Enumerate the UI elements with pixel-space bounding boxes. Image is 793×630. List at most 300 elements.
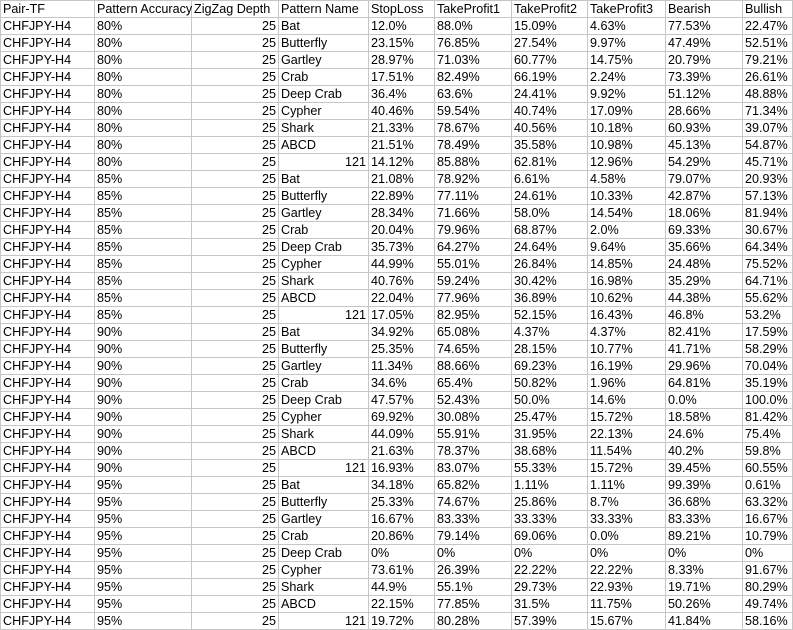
cell-zigzag-depth[interactable]: 25 [192,273,279,290]
cell-pattern-name[interactable]: Gartley [279,511,369,528]
cell-takeprofit1[interactable]: 77.11% [435,188,512,205]
cell-bullish[interactable]: 26.61% [743,69,793,86]
cell-bullish[interactable]: 16.67% [743,511,793,528]
cell-bearish[interactable]: 79.07% [666,171,743,188]
cell-zigzag-depth[interactable]: 25 [192,528,279,545]
cell-pattern-name[interactable]: 121 [279,460,369,477]
cell-pattern-name[interactable]: ABCD [279,443,369,460]
cell-takeprofit2[interactable]: 60.77% [512,52,588,69]
cell-stoploss[interactable]: 17.05% [369,307,435,324]
cell-takeprofit2[interactable]: 55.33% [512,460,588,477]
cell-bullish[interactable]: 80.29% [743,579,793,596]
cell-takeprofit1[interactable]: 65.08% [435,324,512,341]
cell-takeprofit1[interactable]: 78.67% [435,120,512,137]
cell-takeprofit3[interactable]: 2.0% [588,222,666,239]
cell-stoploss[interactable]: 34.18% [369,477,435,494]
cell-takeprofit1[interactable]: 79.96% [435,222,512,239]
cell-pair-tf[interactable]: CHFJPY-H4 [1,120,95,137]
cell-stoploss[interactable]: 14.12% [369,154,435,171]
cell-pattern-name[interactable]: Bat [279,18,369,35]
cell-takeprofit2[interactable]: 38.68% [512,443,588,460]
cell-takeprofit1[interactable]: 78.92% [435,171,512,188]
cell-takeprofit2[interactable]: 40.56% [512,120,588,137]
cell-takeprofit3[interactable]: 4.58% [588,171,666,188]
cell-pattern-name[interactable]: Shark [279,120,369,137]
cell-bullish[interactable]: 52.51% [743,35,793,52]
cell-takeprofit2[interactable]: 33.33% [512,511,588,528]
cell-takeprofit2[interactable]: 40.74% [512,103,588,120]
cell-pair-tf[interactable]: CHFJPY-H4 [1,545,95,562]
cell-zigzag-depth[interactable]: 25 [192,324,279,341]
cell-takeprofit2[interactable]: 31.95% [512,426,588,443]
cell-bearish[interactable]: 29.96% [666,358,743,375]
cell-takeprofit3[interactable]: 0.0% [588,528,666,545]
cell-takeprofit1[interactable]: 83.07% [435,460,512,477]
cell-pattern-accuracy[interactable]: 90% [95,392,192,409]
cell-pattern-name[interactable]: Shark [279,273,369,290]
cell-takeprofit2[interactable]: 57.39% [512,613,588,630]
cell-pair-tf[interactable]: CHFJPY-H4 [1,596,95,613]
cell-stoploss[interactable]: 21.51% [369,137,435,154]
cell-stoploss[interactable]: 19.72% [369,613,435,630]
cell-takeprofit1[interactable]: 77.96% [435,290,512,307]
cell-pair-tf[interactable]: CHFJPY-H4 [1,154,95,171]
cell-pattern-accuracy[interactable]: 90% [95,341,192,358]
cell-pattern-name[interactable]: Butterfly [279,188,369,205]
cell-stoploss[interactable]: 44.9% [369,579,435,596]
cell-pattern-name[interactable]: Cypher [279,562,369,579]
cell-zigzag-depth[interactable]: 25 [192,137,279,154]
cell-pair-tf[interactable]: CHFJPY-H4 [1,443,95,460]
cell-bearish[interactable]: 83.33% [666,511,743,528]
cell-takeprofit3[interactable]: 22.93% [588,579,666,596]
cell-bullish[interactable]: 0% [743,545,793,562]
cell-takeprofit3[interactable]: 16.43% [588,307,666,324]
cell-stoploss[interactable]: 16.93% [369,460,435,477]
cell-takeprofit1[interactable]: 78.49% [435,137,512,154]
cell-pair-tf[interactable]: CHFJPY-H4 [1,494,95,511]
cell-bearish[interactable]: 69.33% [666,222,743,239]
cell-stoploss[interactable]: 22.15% [369,596,435,613]
cell-takeprofit3[interactable]: 14.54% [588,205,666,222]
cell-bearish[interactable]: 0.0% [666,392,743,409]
cell-zigzag-depth[interactable]: 25 [192,443,279,460]
cell-pair-tf[interactable]: CHFJPY-H4 [1,239,95,256]
cell-bearish[interactable]: 60.93% [666,120,743,137]
cell-takeprofit2[interactable]: 36.89% [512,290,588,307]
cell-pattern-name[interactable]: Deep Crab [279,239,369,256]
cell-pattern-name[interactable]: Cypher [279,103,369,120]
cell-bearish[interactable]: 64.81% [666,375,743,392]
cell-stoploss[interactable]: 36.4% [369,86,435,103]
cell-takeprofit1[interactable]: 59.24% [435,273,512,290]
cell-takeprofit3[interactable]: 4.37% [588,324,666,341]
cell-bullish[interactable]: 91.67% [743,562,793,579]
cell-takeprofit1[interactable]: 85.88% [435,154,512,171]
cell-zigzag-depth[interactable]: 25 [192,290,279,307]
cell-takeprofit1[interactable]: 71.03% [435,52,512,69]
cell-takeprofit2[interactable]: 0% [512,545,588,562]
cell-bullish[interactable]: 30.67% [743,222,793,239]
cell-bullish[interactable]: 0.61% [743,477,793,494]
cell-pair-tf[interactable]: CHFJPY-H4 [1,392,95,409]
cell-bullish[interactable]: 35.19% [743,375,793,392]
cell-takeprofit3[interactable]: 33.33% [588,511,666,528]
cell-pattern-accuracy[interactable]: 80% [95,120,192,137]
cell-pattern-accuracy[interactable]: 80% [95,35,192,52]
cell-takeprofit3[interactable]: 17.09% [588,103,666,120]
cell-bearish[interactable]: 39.45% [666,460,743,477]
cell-bullish[interactable]: 39.07% [743,120,793,137]
header-cell-stoploss[interactable]: StopLoss [369,1,435,18]
cell-pair-tf[interactable]: CHFJPY-H4 [1,579,95,596]
cell-bearish[interactable]: 73.39% [666,69,743,86]
header-cell-takeprofit3[interactable]: TakeProfit3 [588,1,666,18]
cell-takeprofit2[interactable]: 69.23% [512,358,588,375]
cell-bullish[interactable]: 64.71% [743,273,793,290]
cell-pattern-name[interactable]: Butterfly [279,341,369,358]
cell-pair-tf[interactable]: CHFJPY-H4 [1,426,95,443]
cell-pattern-accuracy[interactable]: 85% [95,222,192,239]
cell-stoploss[interactable]: 21.63% [369,443,435,460]
cell-zigzag-depth[interactable]: 25 [192,18,279,35]
cell-pattern-name[interactable]: Bat [279,324,369,341]
cell-zigzag-depth[interactable]: 25 [192,307,279,324]
cell-takeprofit2[interactable]: 1.11% [512,477,588,494]
cell-pattern-name[interactable]: Gartley [279,205,369,222]
cell-stoploss[interactable]: 40.76% [369,273,435,290]
cell-takeprofit1[interactable]: 78.37% [435,443,512,460]
cell-pair-tf[interactable]: CHFJPY-H4 [1,324,95,341]
cell-zigzag-depth[interactable]: 25 [192,375,279,392]
cell-takeprofit3[interactable]: 15.72% [588,460,666,477]
cell-zigzag-depth[interactable]: 25 [192,239,279,256]
cell-pattern-accuracy[interactable]: 95% [95,511,192,528]
cell-pattern-name[interactable]: 121 [279,154,369,171]
cell-pattern-accuracy[interactable]: 95% [95,494,192,511]
cell-pattern-name[interactable]: ABCD [279,137,369,154]
header-cell-pattern-name[interactable]: Pattern Name [279,1,369,18]
cell-pair-tf[interactable]: CHFJPY-H4 [1,69,95,86]
cell-pattern-accuracy[interactable]: 90% [95,460,192,477]
cell-zigzag-depth[interactable]: 25 [192,341,279,358]
cell-pattern-accuracy[interactable]: 90% [95,324,192,341]
header-cell-takeprofit1[interactable]: TakeProfit1 [435,1,512,18]
cell-bullish[interactable]: 81.94% [743,205,793,222]
cell-takeprofit1[interactable]: 88.66% [435,358,512,375]
cell-zigzag-depth[interactable]: 25 [192,69,279,86]
cell-bearish[interactable]: 35.66% [666,239,743,256]
cell-pair-tf[interactable]: CHFJPY-H4 [1,375,95,392]
cell-zigzag-depth[interactable]: 25 [192,511,279,528]
cell-takeprofit3[interactable]: 10.33% [588,188,666,205]
cell-zigzag-depth[interactable]: 25 [192,86,279,103]
cell-pattern-name[interactable]: ABCD [279,290,369,307]
cell-pattern-name[interactable]: Bat [279,477,369,494]
cell-pattern-accuracy[interactable]: 85% [95,205,192,222]
cell-zigzag-depth[interactable]: 25 [192,222,279,239]
cell-pair-tf[interactable]: CHFJPY-H4 [1,52,95,69]
cell-pattern-name[interactable]: Deep Crab [279,86,369,103]
cell-takeprofit2[interactable]: 22.22% [512,562,588,579]
cell-pattern-accuracy[interactable]: 80% [95,69,192,86]
cell-zigzag-depth[interactable]: 25 [192,35,279,52]
cell-pattern-name[interactable]: Deep Crab [279,392,369,409]
cell-pair-tf[interactable]: CHFJPY-H4 [1,528,95,545]
cell-pattern-accuracy[interactable]: 90% [95,426,192,443]
cell-stoploss[interactable]: 73.61% [369,562,435,579]
cell-pattern-accuracy[interactable]: 80% [95,52,192,69]
cell-stoploss[interactable]: 28.34% [369,205,435,222]
cell-takeprofit1[interactable]: 77.85% [435,596,512,613]
cell-takeprofit2[interactable]: 68.87% [512,222,588,239]
header-cell-zigzag-depth[interactable]: ZigZag Depth [192,1,279,18]
cell-takeprofit2[interactable]: 15.09% [512,18,588,35]
cell-takeprofit1[interactable]: 64.27% [435,239,512,256]
cell-bearish[interactable]: 8.33% [666,562,743,579]
cell-pattern-name[interactable]: 121 [279,307,369,324]
cell-takeprofit1[interactable]: 82.49% [435,69,512,86]
cell-takeprofit1[interactable]: 76.85% [435,35,512,52]
cell-bullish[interactable]: 22.47% [743,18,793,35]
cell-pair-tf[interactable]: CHFJPY-H4 [1,273,95,290]
cell-pattern-accuracy[interactable]: 90% [95,375,192,392]
cell-takeprofit3[interactable]: 1.11% [588,477,666,494]
cell-zigzag-depth[interactable]: 25 [192,52,279,69]
cell-zigzag-depth[interactable]: 25 [192,477,279,494]
cell-stoploss[interactable]: 16.67% [369,511,435,528]
cell-pattern-accuracy[interactable]: 95% [95,596,192,613]
cell-stoploss[interactable]: 17.51% [369,69,435,86]
cell-bullish[interactable]: 100.0% [743,392,793,409]
cell-zigzag-depth[interactable]: 25 [192,171,279,188]
cell-stoploss[interactable]: 21.08% [369,171,435,188]
cell-takeprofit2[interactable]: 69.06% [512,528,588,545]
cell-pattern-accuracy[interactable]: 80% [95,18,192,35]
cell-stoploss[interactable]: 22.04% [369,290,435,307]
cell-takeprofit2[interactable]: 58.0% [512,205,588,222]
cell-stoploss[interactable]: 34.92% [369,324,435,341]
cell-pattern-name[interactable]: 121 [279,613,369,630]
cell-bullish[interactable]: 60.55% [743,460,793,477]
cell-stoploss[interactable]: 23.15% [369,35,435,52]
cell-zigzag-depth[interactable]: 25 [192,596,279,613]
cell-takeprofit2[interactable]: 25.47% [512,409,588,426]
cell-takeprofit2[interactable]: 29.73% [512,579,588,596]
cell-pattern-name[interactable]: Cypher [279,409,369,426]
cell-takeprofit1[interactable]: 59.54% [435,103,512,120]
cell-takeprofit1[interactable]: 55.01% [435,256,512,273]
cell-pattern-name[interactable]: Butterfly [279,35,369,52]
cell-zigzag-depth[interactable]: 25 [192,256,279,273]
cell-takeprofit3[interactable]: 10.62% [588,290,666,307]
cell-takeprofit3[interactable]: 12.96% [588,154,666,171]
cell-takeprofit2[interactable]: 31.5% [512,596,588,613]
cell-takeprofit2[interactable]: 27.54% [512,35,588,52]
cell-pair-tf[interactable]: CHFJPY-H4 [1,290,95,307]
cell-bearish[interactable]: 77.53% [666,18,743,35]
cell-pattern-name[interactable]: Gartley [279,52,369,69]
cell-bearish[interactable]: 0% [666,545,743,562]
cell-takeprofit3[interactable]: 14.85% [588,256,666,273]
cell-pair-tf[interactable]: CHFJPY-H4 [1,341,95,358]
cell-takeprofit2[interactable]: 24.64% [512,239,588,256]
cell-takeprofit2[interactable]: 4.37% [512,324,588,341]
cell-stoploss[interactable]: 35.73% [369,239,435,256]
cell-bullish[interactable]: 10.79% [743,528,793,545]
cell-takeprofit1[interactable]: 82.95% [435,307,512,324]
cell-zigzag-depth[interactable]: 25 [192,426,279,443]
cell-pattern-accuracy[interactable]: 80% [95,103,192,120]
cell-bearish[interactable]: 50.26% [666,596,743,613]
cell-pair-tf[interactable]: CHFJPY-H4 [1,460,95,477]
cell-zigzag-depth[interactable]: 25 [192,562,279,579]
cell-bullish[interactable]: 49.74% [743,596,793,613]
cell-bullish[interactable]: 55.62% [743,290,793,307]
cell-pattern-accuracy[interactable]: 90% [95,358,192,375]
cell-takeprofit2[interactable]: 24.61% [512,188,588,205]
cell-pattern-name[interactable]: Shark [279,579,369,596]
cell-pair-tf[interactable]: CHFJPY-H4 [1,222,95,239]
cell-bearish[interactable]: 89.21% [666,528,743,545]
cell-pattern-accuracy[interactable]: 85% [95,290,192,307]
cell-takeprofit3[interactable]: 4.63% [588,18,666,35]
cell-pattern-accuracy[interactable]: 95% [95,528,192,545]
cell-pair-tf[interactable]: CHFJPY-H4 [1,205,95,222]
cell-bearish[interactable]: 36.68% [666,494,743,511]
cell-pair-tf[interactable]: CHFJPY-H4 [1,358,95,375]
cell-takeprofit3[interactable]: 10.77% [588,341,666,358]
cell-bearish[interactable]: 28.66% [666,103,743,120]
cell-pattern-name[interactable]: Shark [279,426,369,443]
cell-takeprofit1[interactable]: 65.82% [435,477,512,494]
cell-stoploss[interactable]: 20.04% [369,222,435,239]
cell-bullish[interactable]: 79.21% [743,52,793,69]
cell-takeprofit3[interactable]: 10.18% [588,120,666,137]
cell-pattern-accuracy[interactable]: 85% [95,239,192,256]
cell-pattern-accuracy[interactable]: 95% [95,579,192,596]
cell-zigzag-depth[interactable]: 25 [192,358,279,375]
cell-takeprofit1[interactable]: 79.14% [435,528,512,545]
cell-takeprofit2[interactable]: 26.84% [512,256,588,273]
header-cell-bearish[interactable]: Bearish [666,1,743,18]
header-cell-pattern-accuracy[interactable]: Pattern Accuracy [95,1,192,18]
cell-stoploss[interactable]: 21.33% [369,120,435,137]
cell-stoploss[interactable]: 44.99% [369,256,435,273]
cell-bearish[interactable]: 41.84% [666,613,743,630]
header-cell-bullish[interactable]: Bullish [743,1,793,18]
cell-pair-tf[interactable]: CHFJPY-H4 [1,477,95,494]
cell-bullish[interactable]: 81.42% [743,409,793,426]
cell-takeprofit3[interactable]: 2.24% [588,69,666,86]
cell-pattern-name[interactable]: ABCD [279,596,369,613]
cell-bearish[interactable]: 24.6% [666,426,743,443]
cell-pattern-name[interactable]: Crab [279,528,369,545]
cell-pattern-accuracy[interactable]: 95% [95,477,192,494]
cell-stoploss[interactable]: 0% [369,545,435,562]
cell-bearish[interactable]: 42.87% [666,188,743,205]
cell-pattern-name[interactable]: Deep Crab [279,545,369,562]
cell-pattern-accuracy[interactable]: 85% [95,188,192,205]
cell-pattern-accuracy[interactable]: 80% [95,154,192,171]
cell-takeprofit2[interactable]: 30.42% [512,273,588,290]
cell-pair-tf[interactable]: CHFJPY-H4 [1,613,95,630]
cell-stoploss[interactable]: 34.6% [369,375,435,392]
cell-pair-tf[interactable]: CHFJPY-H4 [1,409,95,426]
cell-takeprofit3[interactable]: 10.98% [588,137,666,154]
cell-bearish[interactable]: 18.58% [666,409,743,426]
cell-takeprofit3[interactable]: 16.98% [588,273,666,290]
cell-pair-tf[interactable]: CHFJPY-H4 [1,171,95,188]
cell-pattern-name[interactable]: Bat [279,171,369,188]
cell-takeprofit2[interactable]: 50.82% [512,375,588,392]
cell-bearish[interactable]: 20.79% [666,52,743,69]
cell-zigzag-depth[interactable]: 25 [192,613,279,630]
cell-takeprofit1[interactable]: 55.91% [435,426,512,443]
cell-pattern-name[interactable]: Butterfly [279,494,369,511]
cell-bearish[interactable]: 82.41% [666,324,743,341]
cell-takeprofit3[interactable]: 8.7% [588,494,666,511]
cell-takeprofit1[interactable]: 63.6% [435,86,512,103]
cell-takeprofit1[interactable]: 26.39% [435,562,512,579]
cell-pattern-accuracy[interactable]: 90% [95,443,192,460]
cell-stoploss[interactable]: 69.92% [369,409,435,426]
cell-bearish[interactable]: 47.49% [666,35,743,52]
cell-bearish[interactable]: 99.39% [666,477,743,494]
cell-bullish[interactable]: 75.52% [743,256,793,273]
cell-pattern-accuracy[interactable]: 95% [95,545,192,562]
cell-bullish[interactable]: 75.4% [743,426,793,443]
cell-zigzag-depth[interactable]: 25 [192,494,279,511]
cell-takeprofit2[interactable]: 24.41% [512,86,588,103]
cell-takeprofit2[interactable]: 52.15% [512,307,588,324]
cell-bullish[interactable]: 58.16% [743,613,793,630]
cell-stoploss[interactable]: 12.0% [369,18,435,35]
cell-bullish[interactable]: 57.13% [743,188,793,205]
cell-takeprofit3[interactable]: 9.64% [588,239,666,256]
cell-takeprofit3[interactable]: 0% [588,545,666,562]
cell-pattern-name[interactable]: Crab [279,375,369,392]
cell-zigzag-depth[interactable]: 25 [192,392,279,409]
cell-zigzag-depth[interactable]: 25 [192,120,279,137]
cell-bearish[interactable]: 40.2% [666,443,743,460]
cell-bearish[interactable]: 19.71% [666,579,743,596]
cell-takeprofit2[interactable]: 25.86% [512,494,588,511]
cell-pair-tf[interactable]: CHFJPY-H4 [1,256,95,273]
cell-stoploss[interactable]: 25.35% [369,341,435,358]
cell-bullish[interactable]: 48.88% [743,86,793,103]
cell-takeprofit2[interactable]: 62.81% [512,154,588,171]
cell-pattern-accuracy[interactable]: 95% [95,562,192,579]
cell-takeprofit2[interactable]: 6.61% [512,171,588,188]
cell-takeprofit1[interactable]: 0% [435,545,512,562]
cell-takeprofit3[interactable]: 14.6% [588,392,666,409]
cell-pattern-accuracy[interactable]: 90% [95,409,192,426]
cell-pattern-accuracy[interactable]: 95% [95,613,192,630]
cell-pair-tf[interactable]: CHFJPY-H4 [1,511,95,528]
cell-bullish[interactable]: 70.04% [743,358,793,375]
cell-zigzag-depth[interactable]: 25 [192,579,279,596]
cell-bullish[interactable]: 20.93% [743,171,793,188]
cell-bullish[interactable]: 17.59% [743,324,793,341]
cell-stoploss[interactable]: 11.34% [369,358,435,375]
cell-takeprofit3[interactable]: 9.97% [588,35,666,52]
cell-bullish[interactable]: 45.71% [743,154,793,171]
cell-takeprofit3[interactable]: 1.96% [588,375,666,392]
cell-bullish[interactable]: 64.34% [743,239,793,256]
cell-zigzag-depth[interactable]: 25 [192,103,279,120]
cell-pair-tf[interactable]: CHFJPY-H4 [1,307,95,324]
